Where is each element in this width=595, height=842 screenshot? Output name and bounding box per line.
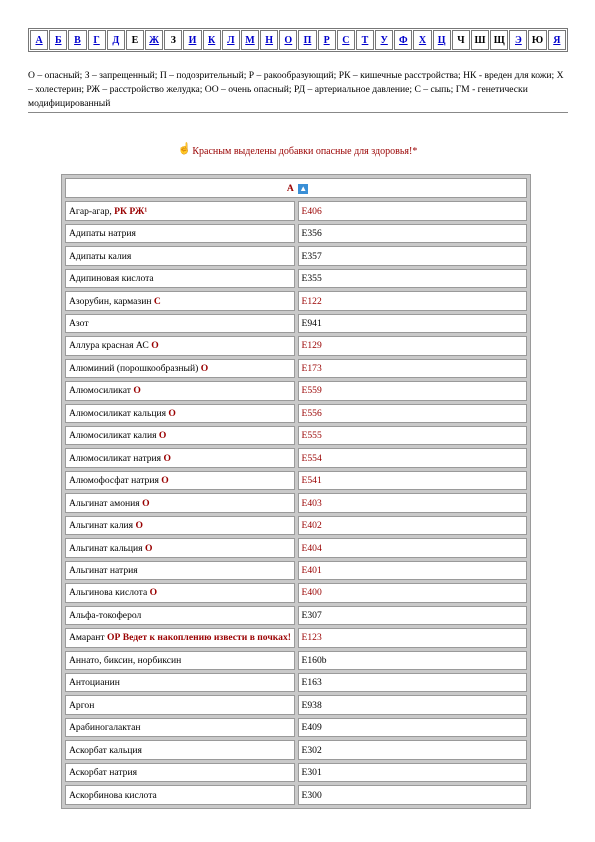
additive-name: Антоцианин [69, 677, 120, 689]
table-row [65, 224, 527, 243]
e-code: Е122 [298, 291, 528, 310]
additive-name-cell [65, 224, 295, 243]
alphabet-letter-link[interactable]: А [35, 34, 43, 46]
alphabet-letter-link[interactable]: Я [553, 34, 561, 46]
alphabet-letter-link[interactable]: Т [361, 34, 369, 46]
e-code: Е402 [298, 516, 528, 535]
alphabet-letter-link[interactable]: П [303, 34, 312, 46]
table-row [65, 651, 527, 670]
table-row [65, 695, 527, 714]
e-code: Е403 [298, 493, 528, 512]
additive-name-cell [65, 291, 295, 310]
e-code: Е129 [298, 336, 528, 355]
alphabet-letter-link[interactable]: Ж [149, 34, 160, 46]
additive-name: Аргон [69, 699, 95, 711]
additive-name: Арабиногалактан [69, 722, 141, 734]
table-row [65, 246, 527, 265]
additive-name: Альфа-токоферол [69, 609, 142, 621]
alphabet-letter-link[interactable]: Д [112, 34, 120, 46]
additive-name-cell [65, 561, 295, 580]
alphabet-cell [490, 30, 508, 50]
hazard-mark: О [168, 407, 176, 419]
alphabet-letter-link[interactable]: К [208, 34, 216, 46]
table-row [65, 359, 527, 378]
alphabet-cell[interactable] [260, 30, 278, 50]
additive-name: Алюмосиликат калия [69, 430, 157, 442]
table-row [65, 426, 527, 445]
additive-name: Аннато, биксин, норбиксин [69, 654, 182, 666]
abbreviation-legend: О – опасный; З – запрещенный; П – подозрительный; Р – ракообразующий; РК – кишечные расстройства; НК - вреден для кожи; Х – холестерин; РЖ – расстройство желудка; ОО – очень опасный; РД – артериальное давление; С – сыпь; ГМ - генетически модифицированный [28, 70, 564, 109]
additive-name: Алюмосиликат кальция [69, 407, 166, 419]
alphabet-letter-link[interactable]: О [284, 34, 293, 46]
hazard-mark: О [135, 520, 143, 532]
additive-name: Азорубин, кармазин [69, 295, 152, 307]
alphabet-row [30, 30, 566, 50]
alphabet-cell[interactable] [88, 30, 106, 50]
hazard-mark: О [133, 385, 141, 397]
additive-name-cell [65, 246, 295, 265]
e-code: Е400 [298, 583, 528, 602]
alphabet-cell[interactable] [375, 30, 393, 50]
additive-name-cell [65, 740, 295, 759]
alphabet-letter-link[interactable]: Г [93, 34, 100, 46]
e-code: Е123 [298, 628, 528, 647]
table-row [65, 404, 527, 423]
back-to-top-icon[interactable]: ▲ [299, 183, 308, 193]
alphabet-cell[interactable] [394, 30, 412, 50]
alphabet-cell [471, 30, 489, 50]
table-row [65, 718, 527, 737]
alphabet-cell[interactable] [509, 30, 527, 50]
additive-name-cell [65, 651, 295, 670]
alphabet-letter-link[interactable]: М [245, 34, 255, 46]
additive-name: Альгинова кислота [69, 587, 148, 599]
hazard-mark: О [161, 475, 169, 487]
table-row [65, 291, 527, 310]
e-code: Е173 [298, 359, 528, 378]
additive-name: Алюминий (порошкообразный) [69, 362, 199, 374]
section-header [65, 178, 527, 198]
additive-name-cell [65, 718, 295, 737]
pointing-hand-icon: ☝ [177, 143, 192, 155]
additive-name: Алюмосиликат натрия [69, 452, 162, 464]
additive-name: Алюмофосфат натрия [69, 475, 159, 487]
alphabet-letter-link[interactable]: С [342, 34, 350, 46]
hazard-mark: О [200, 362, 209, 374]
alphabet-letter-link[interactable]: Х [418, 34, 427, 46]
e-code: Е357 [298, 246, 528, 265]
alphabet-letter-link[interactable]: Н [265, 34, 274, 46]
table-row [65, 381, 527, 400]
hazard-mark: О [142, 497, 150, 509]
e-code: Е541 [298, 471, 528, 490]
table-row [65, 673, 527, 692]
table-row [65, 583, 527, 602]
table-row [65, 606, 527, 625]
table-row [65, 538, 527, 557]
additive-name-cell [65, 201, 295, 220]
e-code: Е556 [298, 404, 528, 423]
alphabet-letter-link[interactable]: У [380, 34, 388, 46]
divider [28, 112, 568, 113]
hazard-mark: О [158, 430, 167, 442]
alphabet-letter-link[interactable]: Р [323, 34, 330, 46]
alphabet-cell[interactable] [356, 30, 374, 50]
additive-name: Аллура красная АС [69, 340, 149, 352]
additive-name: Адипаты натрия [69, 228, 136, 240]
additive-name: Аскорбат натрия [69, 767, 137, 779]
hazard-mark: О [145, 542, 153, 554]
additive-name-cell [65, 426, 295, 445]
additive-name: Альгинат натрия [69, 564, 138, 576]
e-code: Е300 [298, 785, 528, 805]
alphabet-cell[interactable] [107, 30, 125, 50]
section-header-row [65, 178, 527, 198]
alphabet-cell[interactable] [241, 30, 259, 50]
e-code: Е301 [298, 763, 528, 782]
table-row [65, 561, 527, 580]
additive-name: Адипиновая кислота [69, 273, 154, 285]
additive-name: Агар-агар, [69, 205, 112, 217]
additive-name-cell [65, 448, 295, 467]
danger-note-text: Красным выделены добавки опасные для здоровья!* [192, 146, 418, 157]
additive-name-cell [65, 606, 295, 625]
additive-name-cell [65, 269, 295, 288]
section-letter: А [286, 182, 294, 194]
alphabet-cell[interactable] [318, 30, 336, 50]
alphabet-letter-link[interactable]: Э [514, 34, 522, 46]
e-code: Е404 [298, 538, 528, 557]
hazard-mark: О [163, 452, 171, 464]
additive-name-cell [65, 336, 295, 355]
additive-name: Аскорбат кальция [69, 744, 142, 756]
additive-name-cell [65, 785, 295, 805]
e-code: Е160b [298, 651, 528, 670]
additive-name: Амарант [69, 632, 105, 644]
additive-name-cell [65, 493, 295, 512]
additive-name-cell [65, 673, 295, 692]
e-code: Е302 [298, 740, 528, 759]
additive-name-cell [65, 314, 295, 333]
additive-name-cell [65, 583, 295, 602]
alphabet-letter: Щ [493, 34, 505, 46]
alphabet-cell[interactable] [222, 30, 240, 50]
hazard-mark: РК РЖ¹ [114, 205, 148, 217]
table-row [65, 516, 527, 535]
additive-name: Алюмосиликат [69, 385, 131, 397]
alphabet-letter: Ю [531, 34, 544, 46]
e-code: Е941 [298, 314, 528, 333]
alphabet-letter-link[interactable]: Ц [437, 34, 446, 46]
alphabet-cell[interactable] [548, 30, 566, 50]
e-code: Е559 [298, 381, 528, 400]
e-code: Е406 [298, 201, 528, 220]
alphabet-cell [126, 30, 144, 50]
hazard-mark: О [149, 587, 158, 599]
e-code: Е554 [298, 448, 528, 467]
alphabet-cell [528, 30, 546, 50]
additive-name-cell [65, 404, 295, 423]
table-row [65, 628, 527, 647]
e-code: Е307 [298, 606, 528, 625]
table-row [65, 201, 527, 220]
table-row [65, 740, 527, 759]
e-code: Е356 [298, 224, 528, 243]
additive-name-cell [65, 695, 295, 714]
alphabet-letter-link[interactable]: Ф [399, 34, 408, 46]
alphabet-cell[interactable] [183, 30, 201, 50]
alphabet-letter: Ч [457, 34, 465, 46]
alphabet-letter-link[interactable]: В [74, 34, 81, 46]
alphabet-cell[interactable] [49, 30, 67, 50]
table-row [65, 269, 527, 288]
table-row [65, 785, 527, 805]
alphabet-cell[interactable] [279, 30, 297, 50]
additive-name: Адипаты калия [69, 250, 132, 262]
additive-name: Альгинат калия [69, 520, 134, 532]
alphabet-letter-link[interactable]: И [188, 34, 197, 46]
danger-note [0, 144, 595, 157]
alphabet-cell[interactable] [145, 30, 163, 50]
alphabet-letter-link[interactable]: Л [227, 34, 235, 46]
alphabet-letter: Ш [474, 34, 486, 46]
additive-name: Азот [69, 317, 89, 329]
additive-name-cell [65, 359, 295, 378]
alphabet-cell[interactable] [413, 30, 431, 50]
alphabet-letter: З [170, 34, 176, 46]
additive-name-cell [65, 381, 295, 400]
e-code: Е555 [298, 426, 528, 445]
alphabet-letter-link[interactable]: Б [54, 34, 62, 46]
alphabet-cell[interactable] [68, 30, 86, 50]
alphabet-letter: Е [131, 34, 139, 46]
alphabet-cell [164, 30, 182, 50]
alphabet-index [28, 28, 568, 52]
hazard-mark: С [153, 295, 161, 307]
table-row [65, 471, 527, 490]
hazard-mark: О [151, 340, 159, 352]
alphabet-cell[interactable] [433, 30, 451, 50]
e-code: Е938 [298, 695, 528, 714]
table-row [65, 336, 527, 355]
additive-name: Альгинат кальция [69, 542, 143, 554]
alphabet-cell [452, 30, 470, 50]
table-row [65, 314, 527, 333]
alphabet-cell[interactable] [30, 30, 48, 50]
e-code: Е409 [298, 718, 528, 737]
hazard-mark: ОР Ведет к накоплению извести в почках! [106, 632, 291, 644]
alphabet-cell[interactable] [337, 30, 355, 50]
e-code: Е355 [298, 269, 528, 288]
alphabet-cell[interactable] [298, 30, 316, 50]
table-row [65, 493, 527, 512]
alphabet-cell[interactable] [203, 30, 221, 50]
additive-name-cell [65, 763, 295, 782]
additive-name-cell [65, 538, 295, 557]
additives-table [61, 174, 531, 809]
additive-name: Аскорбинова кислота [69, 789, 157, 801]
table-row [65, 763, 527, 782]
e-code: Е163 [298, 673, 528, 692]
e-code: Е401 [298, 561, 528, 580]
additive-name-cell [65, 471, 295, 490]
additive-name: Альгинат амония [69, 497, 140, 509]
additive-name-cell [65, 516, 295, 535]
additive-name-cell [65, 628, 295, 647]
table-row [65, 448, 527, 467]
